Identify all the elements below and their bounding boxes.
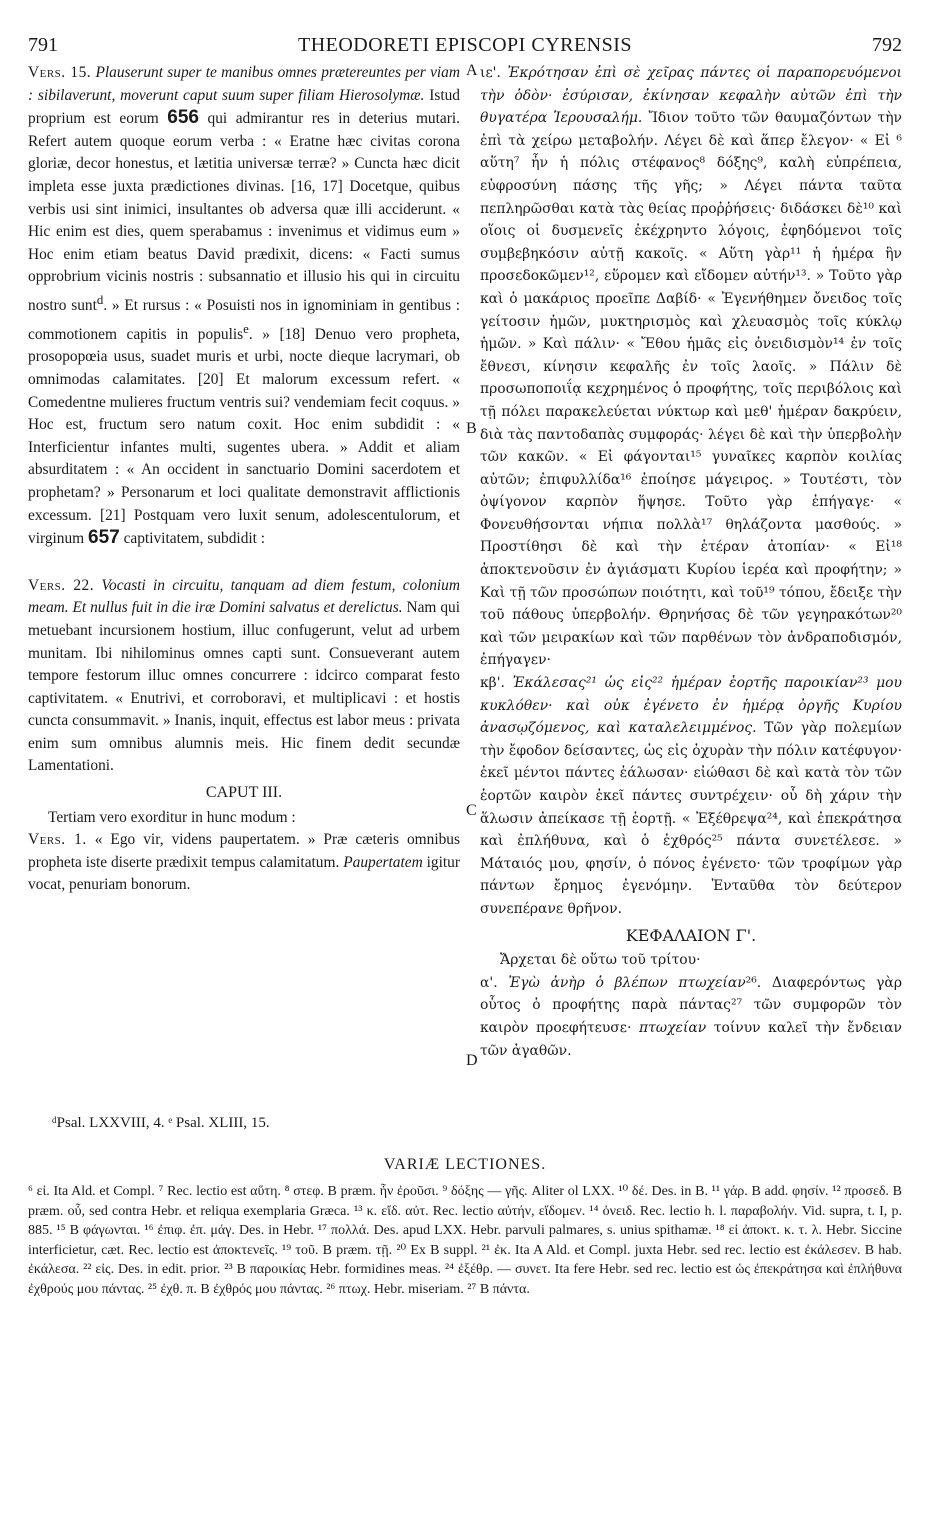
two-column-body [28,62,902,1094]
running-title: THEODORETI EPISCOPI CYRENSIS [297,34,633,56]
running-head [28,28,902,62]
margin-letter-a: A [466,62,478,79]
footnote-ref: d [96,292,104,307]
greek-paragraph-15 [480,62,902,672]
verse-number: κβ'. [480,675,505,692]
kephalaion-heading: ΚΕΦΑΛΑΙΟΝ Γ'. [625,925,757,945]
latin-paragraph-vers-15 [28,62,460,551]
commentary-text: Ἴδιον τοῦτο τῶν θαυμαζόντων τὴν ἐπὶ τὰ χείρω μεταβολήν. Λέγει δὲ καὶ ἅπερ ἔλεγον· « Εἰ ⁶ αὕτη⁷ ἦν ἡ πόλις στέφανος⁸ δόξης⁹, καλὴ εὐπρέπεια, εὐφροσύνη πάσης τῆς γῆς; » Λέγει πάντα ταῦτα πεπληρῶσθαι κατὰ τὰς θείας προῤῥήσεις· διδάσκει δὲ¹⁰ καὶ οἵοις οἱ δυσμενεῖς ἐκέχρηντο λόγοις, ἐφηδόμενοι τοῖς συμβεβηκόσιν αὐτῇ κακοῖς. « Αὕτη γὰρ¹¹ ἡ ἡμέρα ἣν προσεδοκῶμεν¹², εὕρομεν καὶ εἴδομεν αὐτήν¹³. » Τοῦτο γὰρ καὶ ὁ μακάριος προεῖπε Δαβίδ· « Ἐγενήθημεν ὄνειδος τοῖς γείτοσιν ἡμῶν, μυκτηρισμὸς καὶ χλευασμὸς τοῖς κύκλῳ ἡμῶν. » Καὶ πάλιν· « Ἔθου ἡμᾶς εἰς ὀνειδισμὸν¹⁴ ἐν τοῖς ἔθνεσι, κίνησιν κεφαλῆς ἐν τοῖς λαοῖς. » Πάλιν δὲ προσωποποιΐᾳ κεχρημένος ὁ προφήτης, τοῖς περιβόλοις καὶ τῇ πόλει παρακελεύεται νύκτωρ καὶ μεθ' ἡμέραν δακρύειν, διὰ τὰς παντοδαπὰς συμφοράς· λέγει δὲ καὶ τὴν ὑπερβολὴν τῶν κακῶν. « Εἰ φάγονται¹⁵ γυναῖκες καρπὸν κοιλίας αὐτῶν; ἐπιφυλλίδα¹⁶ ἐποίησε μάγειρος. » Τουτέστι, τὸν ὀψίγονον καρπὸν ἥψησε. Τοῦτο γὰρ ἐπήγαγε· « Φονευθήσονται νήπια πολλὰ¹⁷ θηλάζοντα μασθούς. » Προστίθησι δὲ καὶ τὴν ἑτέραν ἀτοπίαν· « Εἰ¹⁸ ἀποκτενοῦσιν ἐν ἁγιάσματι Κυρίου ἱερέα καὶ προφήτην; » Καὶ τῇ τῶν προσώπων ποιότητι, καὶ τοῦ¹⁹ τόπου, ἔδειξε τὴν τοῦ πάθους ὑπερβολήν. Θρηνήσας δὲ τῶν γεγηρακότων²⁰ καὶ τῶν μειρακίων καὶ τῶν παρθένων τὸν ἀνδραποδισμόν, ἐπήγαγεν· [480,110,902,669]
latin-paragraph-vers-22 [28,575,460,778]
verse-text: Vocasti in circuitu, tanquam ad diem festum, colonium meam. Et nullus fuit in die iræ Domini salvatus et derelictus. [28,576,460,617]
caput-heading: CAPUT III. [205,784,283,802]
greek-paragraph-22 [480,672,902,921]
greek-column [480,62,902,1062]
commentary-text: captivitatem, subdidit : [123,530,266,548]
page-number-left: 791 [28,34,58,56]
verse-number: ιε'. [480,65,501,81]
greek-paragraph-intro: Ἄρχεται δὲ οὕτω τοῦ τρίτου· [500,952,701,969]
page [28,28,903,1297]
column-number-marker: 656 [167,107,199,129]
verse-text: Paupertatem [343,853,423,871]
verse-text: Ἐγὼ ἀνὴρ ὁ βλέπων πτωχείαν [508,974,746,991]
page-number-right: 792 [872,34,902,56]
verse-number: α'. [480,974,498,991]
footnote-ref: e [243,321,249,336]
verse-text: Ἐκάλεσας²¹ ὡς εἰς²² ἡμέραν ἑορτῆς παροικίαν²³ μου κυκλόθεν· καὶ οὐκ ἐγένετο ἐν ἡμέρᾳ ὀργῆς Κυρίου ἀνασῳζόμενος, καὶ καταλελειμμένος. [480,675,902,737]
commentary-text: « Ego vir, videns paupertatem. » Præ cæteris omnibus propheta iste diserte prædixit tempus calamitatum. [28,831,460,871]
margin-letter-c: C [466,802,477,819]
verse-label: Vers. 15. [28,64,92,81]
commentary-text: Τῶν γὰρ πολεμίων τὴν ἔφοδον δείσαντες, ὡς εἰς ὀχυρὰν τὴν πόλιν κατέφυγον· ἐκεῖ μέντοι πάντες ἑάλωσαν· εἰώθασι δὲ καὶ κατὰ τὸν τῶν ἑορτῶν καιρὸν ἐκεῖ πάντες συντρέχειν· οὗ δὴ χάριν τὴν ἅλωσιν ἀπείκασε τῇ ἑορτῇ. « Ἐξέθρεψα²⁴, καὶ ἐπεκράτησα καὶ ἐπλήθυνα, καὶ ὁ ἐχθρός²⁵ πάντα συνετέλεσε. » Μάταιός μου, φησίν, ὁ πόνος ἐγένετο· τῶν τροφίμων γὰρ πάντων ἔρημος ἐγενόμην. Ἐνταῦθα τὸν δεύτερον συνεπέρανε θρῆνον. [480,720,902,917]
column-number-marker: 657 [88,527,120,549]
greek-paragraph-1 [480,972,902,1062]
verse-text: Ἐκρότησαν ἐπὶ σὲ χεῖρας πάντες οἱ παραπορευόμενοι τὴν ὁδὸν· ἐσύρισαν, ἐκίνησαν κεφαλὴν αὐτῶν ἐπὶ τὴν θυγατέρα Ἱερουσαλήμ. [480,65,903,127]
margin-letter-d: D [466,1052,478,1069]
commentary-text: Istud proprium est eorum [28,86,460,128]
variae-lectiones-text: ⁶ εἰ. Ita Ald. et Compl. ⁷ Rec. lectio est αὕτη. ⁸ στεφ. B præm. ἦν ἐροῦσι. ⁹ δόξης — γῆς. Aliter ol LXX. ¹⁰ δέ. Des. in B. ¹¹ γάρ. B add. φησίν. ¹² προσεδ. B præm. οὗ, sed contra Hebr. et reliqua exemplaria Græca. ¹³ κ. εἴδ. αὐτ. Rec. lectio αὐτήν, εἴδομεν. ¹⁴ ὀνειδ. Rec. lectio h. l. παραβολήν. Vid. supra, t. I, p. 885. ¹⁵ B φάγωνται. ¹⁶ ἐπιφ. ἐπ. μάγ. Des. in Hebr. ¹⁷ πολλά. Des. apud LXX. Hebr. parvuli palmares, s. unius spithamæ. ¹⁸ εἰ ἀποκτ. κ. τ. λ. Hebr. Siccine interficietur, cæt. Rec. lectio est ἀποκτενεῖς. ¹⁹ τοῦ. B præm. τῇ. ²⁰ Ex B suppl. ²¹ ἐκ. Ita A Ald. et Compl. juxta Hebr. sed rec. lectio est ἐκάλεσεν. B hab. ἐκάλεσα. ²² εἰς. Des. in edit. prior. ²³ B παροικίας Hebr. formidines meas. ²⁴ ἐξέθρ. — συνετ. Ita fere Hebr. sed rec. lectio est ὡς ἐπεκράτησα καὶ ἐπλήθυνα ἐχθρούς μου πάντας. ²⁵ ἐχθ. π. B ἐχθρός μου πάντας. ²⁶ πτωχ. Hebr. miseriam. ²⁷ B πάντα. [28,1184,902,1297]
variae-lectiones-title: VARIÆ LECTIONES. [383,1156,547,1173]
verse-text: πτωχείαν [638,1019,707,1036]
footnotes: ᵈPsal. LXXVIII, 4. ᵉ Psal. XLIII, 15. [52,1115,270,1131]
margin-letter-b: B [466,420,477,437]
commentary-text: . » [18] Denuo vero propheta, prosopopœia usus, suadet muris et urbi, nocte dieque lacrymari, ob omnimodas calamitates. [20] Et malorum excessum refert. « Comedentne mulieres fructum ventris sui? vendemiam fecit coquus. » Hoc est, fructum sero natum coxit. Hoc enim subdidit : « Interficientur infantes multi, sugentes ubera. » Addit et aliam absurditatem : « An occident in sanctuario Domini sacerdotem et prophetam? » Personarum et loci qualitate demonstravit afflictionis excessum. [21] Postquam vero luxit senum, adolescentulorum, et virginum [28,325,460,548]
commentary-text: igitur vocat, penuriam bonorum. [28,853,460,894]
latin-paragraph-intro: Tertiam vero exorditur in hunc modum : [48,808,296,826]
verse-text: Plauserunt super te manibus omnes prætereuntes per viam : sibilaverunt, moverunt caput suum super filiam Hierosolymæ. [28,64,460,104]
latin-column [28,62,460,897]
verse-label: Vers. 1. [28,831,87,849]
commentary-text: qui admirantur res in deterius mutari. Refert autem quoque eorum verba : « Eratne hæc civitas corona gloriæ, decor honestus, et lætitia universæ terræ? » Cuncta hæc dicit impleta esse juxta prædictiones divinas. [16, 17] Docetque, quibus verbis usi sint inimici, insultantes ob adversa quæ illi acciderunt. « Hic enim est dies, quem sperabamus : invenimus et vidimus eum » Hoc enim etiam beatus David prædixit, dicens: « Facti sumus opprobrium vicinis nostris : subsannatio et illusio his qui in circuitu nostro sunt [28,110,460,315]
latin-paragraph-vers-1 [28,829,460,897]
commentary-text: Nam qui metuebant incursionem hostium, illuc confugerunt, velut ad urbem munitam. Ibi nihilominus omnes capti sunt. Consueverant autem tempore festorum illuc omnes concurrere : idcirco comparat festo captivitatem. « Enutrivi, et corroboravi, et multiplicavi : et hostis cuncta consummavit. » Inanis, inquit, effectus est labor meus : privata enim sum omnibus alumnis meis. Hic finem dedit secundæ Lamentationi. [28,599,460,775]
commentary-text: . » Et rursus : « Posuisti nos in ignominiam in gentibus : commotionem capitis in populis [28,297,460,343]
commentary-text: τοίνυν καλεῖ τὴν ἔνδειαν τῶν ἀγαθῶν. [480,1019,902,1059]
verse-label: Vers. 22. [28,576,95,594]
spacer [28,551,460,575]
commentary-text: ²⁶. Διαφερόντως γὰρ οὗτος ὁ προφήτης παρὰ πάντας²⁷ τῶν συμφορῶν τὸν καιρὸν προεφήτευσε· [480,974,902,1036]
